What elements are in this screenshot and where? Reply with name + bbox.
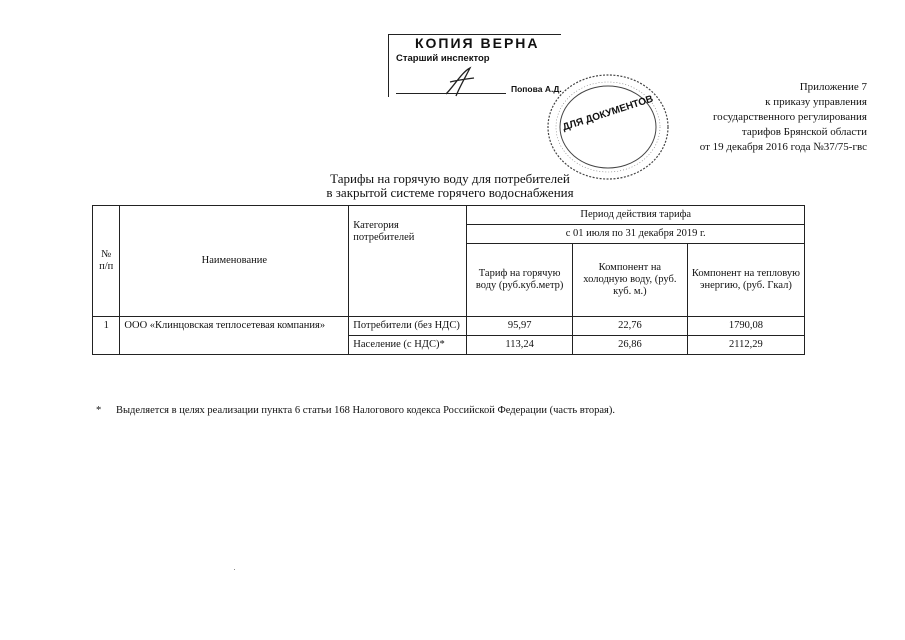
document-title	[280, 172, 620, 200]
cell-heat: 1790,08	[687, 317, 804, 336]
scan-speck	[234, 569, 235, 570]
cell-cold: 22,76	[572, 317, 687, 336]
stamp-signer-name: Попова А.Д.	[511, 84, 562, 94]
appendix-line: от 19 декабря 2016 года №37/75-гвс	[699, 141, 867, 153]
cell-cold: 26,86	[572, 336, 687, 355]
table-row	[93, 317, 805, 336]
row-category: Потребители (без НДС)	[349, 317, 467, 336]
seal-text: ДЛЯ ДОКУМЕНТОВ	[561, 93, 655, 134]
header-period-range: с 01 июля по 31 декабря 2019 г.	[467, 225, 805, 244]
appendix-line: к приказу управления	[765, 96, 867, 108]
title-line-2: в закрытой системе горячего водоснабжения	[326, 185, 574, 200]
appendix-header	[700, 80, 867, 155]
footnote-text: Выделяется в целях реализации пункта 6 статьи 168 Налогового кодекса Российской Федерации (часть вторая).	[116, 405, 616, 416]
header-name: Наименование	[120, 206, 349, 317]
stamp-title: КОПИЯ ВЕРНА	[415, 35, 540, 51]
header-category: Категория потребителей	[349, 206, 467, 317]
footnote	[96, 405, 615, 416]
appendix-line: государственного регулирования	[712, 111, 867, 123]
cell-tariff: 95,97	[467, 317, 572, 336]
tariff-table	[92, 205, 805, 355]
header-cold-component: Компонент на холодную воду, (руб. куб. м.)	[572, 244, 687, 317]
header-heat-component: Компонент на тепловую энергию, (руб. Гкал)	[687, 244, 804, 317]
cell-heat: 2112,29	[687, 336, 804, 355]
stamp-role: Старший инспектор	[396, 53, 490, 64]
row-organization: ООО «Клинцовская теплосетевая компания»	[120, 317, 349, 355]
row-num: 1	[93, 317, 120, 355]
handwritten-signature	[440, 64, 480, 98]
header-num: № п/п	[93, 206, 120, 317]
row-category: Население (с НДС)*	[349, 336, 467, 355]
appendix-line: Приложение 7	[799, 81, 867, 93]
appendix-line: тарифов Брянской области	[741, 126, 867, 138]
cell-tariff: 113,24	[467, 336, 572, 355]
header-period: Период действия тарифа	[467, 206, 805, 225]
footnote-marker: *	[96, 405, 102, 416]
title-line-1: Тарифы на горячую воду для потребителей	[330, 171, 570, 186]
header-tariff: Тариф на горячую воду (руб.куб.метр)	[467, 244, 572, 317]
